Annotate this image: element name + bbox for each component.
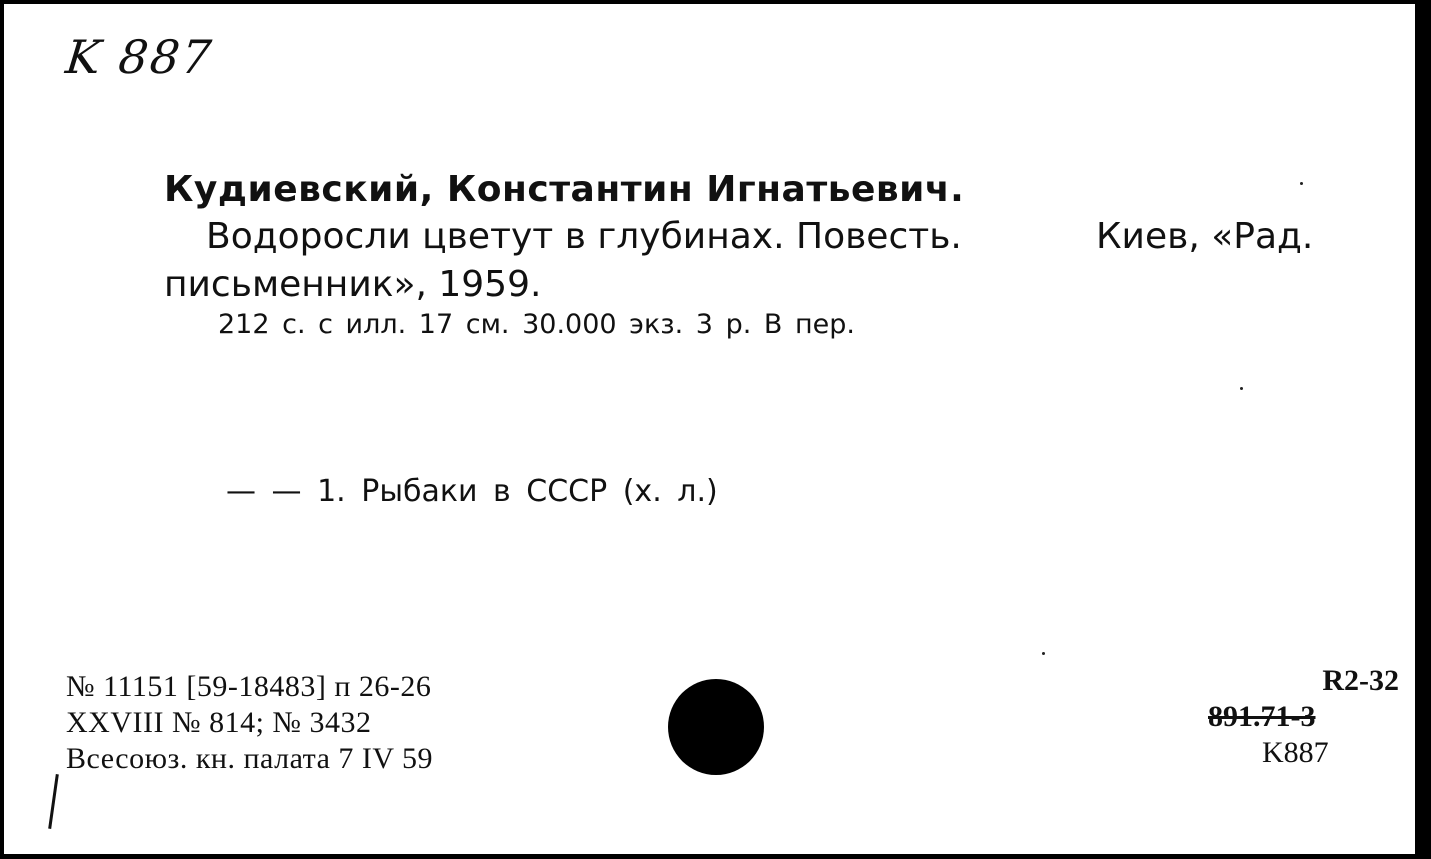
- chamber-date-line: Всесоюз. кн. палата 7 IV 59: [66, 742, 434, 775]
- pencil-mark: [48, 774, 59, 829]
- speck: [1300, 182, 1303, 185]
- card-number-line: № 11151 [59-18483] п 26-26: [66, 670, 432, 703]
- book-title: Водоросли цветут в глубинах. Повесть.: [206, 216, 962, 257]
- punch-hole: [668, 679, 764, 775]
- handwritten-call-number: K 887: [63, 30, 216, 84]
- shelf-code-primary: R2-32: [1322, 664, 1399, 697]
- registry-line: XXVIII № 814; № 3432: [66, 706, 372, 739]
- publisher-place: Киев, «Рад.: [1096, 216, 1314, 257]
- publisher-name-year: письменник», 1959.: [164, 264, 542, 305]
- speck: [1240, 387, 1243, 390]
- physical-description: 212 с. с илл. 17 см. 30.000 экз. 3 р. В пер.: [218, 309, 855, 340]
- shelf-code-struck: 891.71-3: [1208, 700, 1316, 733]
- subject-heading: — — 1. Рыбаки в СССР (х. л.): [226, 474, 718, 509]
- author-heading: Кудиевский, Константин Игнатьевич.: [164, 169, 965, 210]
- speck: [1042, 652, 1045, 655]
- catalog-card: [4, 4, 1421, 854]
- shelf-code-cutter: K887: [1262, 736, 1329, 769]
